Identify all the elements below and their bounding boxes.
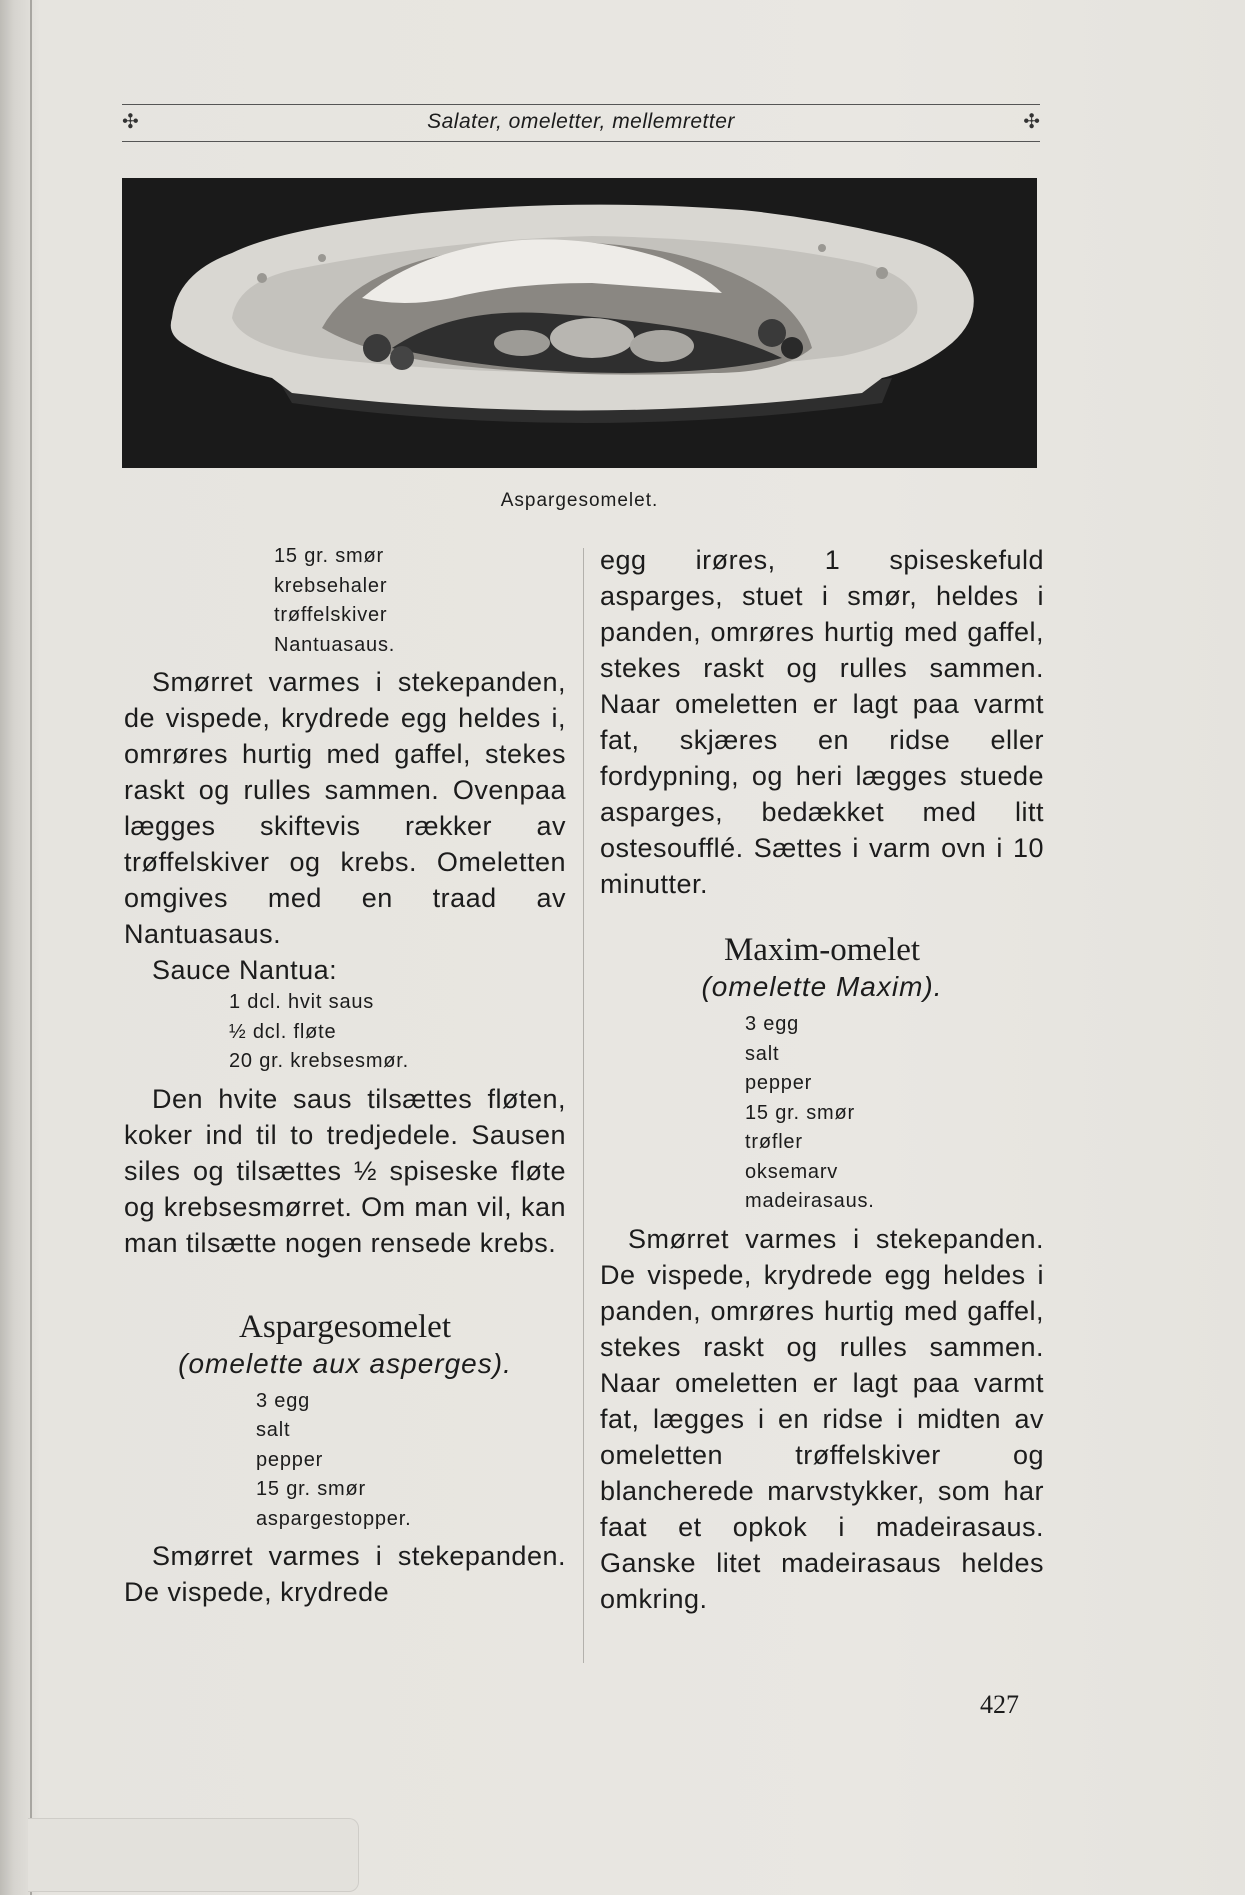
ingredient-item: 3 egg xyxy=(745,1013,800,1035)
left-column xyxy=(124,542,566,1610)
omelet-photo xyxy=(122,178,1037,468)
body-paragraph: egg irøres, 1 spiseskefuld asparges, stuet i smør, heldes i panden, omrøres hurtig med gaffel, stekes raskt og rulles sammen. Naar omeletten er lagt paa varmt fat, skjæres en ridse eller fordypning, og heri lægges stuede asparges, bedækket med litt ostesoufflé. Sættes i varm ovn i 10 minutter. xyxy=(600,545,1044,899)
ingredient-item: ½ dcl. fløte xyxy=(229,1020,337,1043)
running-header xyxy=(122,104,1040,142)
ingredient-item: Nantuasaus. xyxy=(274,633,396,656)
ornament-right-icon: ✣ xyxy=(1023,111,1040,133)
column-divider xyxy=(583,548,584,1663)
right-column xyxy=(600,542,1044,1617)
ingredient-item: madeirasaus. xyxy=(745,1190,875,1212)
ingredient-list-top xyxy=(274,542,566,660)
recipe-subtitle: (omelette Maxim). xyxy=(701,971,943,1002)
header-title: Salater, omeletter, mellemretter xyxy=(427,110,735,133)
ingredient-item: krebsehaler xyxy=(274,574,388,597)
ornament-left-icon: ✣ xyxy=(122,111,139,133)
body-paragraph: Den hvite saus tilsættes fløten, koker ind til to tredjedele. Sausen siles og tilsættes ½ spiseske fløte og krebsesmørret. Om man vil, kan man tilsætte nogen rensede krebs. xyxy=(124,1083,566,1258)
ingredient-item: trøffelskiver xyxy=(274,604,388,626)
page-tab-marker xyxy=(28,1818,359,1892)
spine-shadow xyxy=(30,0,32,1895)
ingredient-item: 15 gr. smør xyxy=(256,1478,366,1500)
recipe-title: Aspargesomelet xyxy=(238,1308,451,1345)
recipe-ingredient-list xyxy=(256,1387,566,1535)
ingredient-item: 15 gr. smør xyxy=(274,545,384,567)
ingredient-item: salt xyxy=(256,1419,291,1441)
body-paragraph: Smørret varmes i stekepanden. De vispede, krydrede egg heldes i panden, omrøres hurtig med gaffel, stekes raskt og rulles sammen. Naar omeletten er lagt paa varmt fat, lægges i en ridse i midten av omeletten trøffelskiver og blancherede marvstykker, som har faat et opkok i madeirasaus. Ganske litet madeirasaus heldes omkring. xyxy=(600,1223,1044,1614)
ingredient-item: pepper xyxy=(256,1448,324,1471)
ingredient-item: aspargestopper. xyxy=(256,1507,412,1530)
body-paragraph: Smørret varmes i stekepanden. De vispede, krydrede xyxy=(124,1541,566,1607)
ingredient-item: oksemarv xyxy=(745,1160,839,1183)
recipe-title: Maxim-omelet xyxy=(723,932,921,968)
ingredient-item: 20 gr. krebsesmør. xyxy=(229,1050,410,1072)
omelet-dish-illustration xyxy=(122,178,1037,468)
ingredient-item: 3 egg xyxy=(256,1389,311,1412)
ingredient-item: 1 dcl. hvit saus xyxy=(229,991,375,1013)
ingredient-item: pepper xyxy=(745,1072,813,1094)
recipe-ingredient-list xyxy=(745,1010,1044,1217)
ingredient-item: salt xyxy=(745,1042,780,1065)
ingredient-item: 15 gr. smør xyxy=(745,1101,855,1124)
recipe-subtitle: (omelette aux asperges). xyxy=(178,1347,512,1379)
sauce-ingredient-list xyxy=(229,988,566,1077)
body-paragraph: Smørret varmes i stekepanden, de vispede, krydrede egg heldes i, omrøres hurtig med gaffel, stekes raskt og rulles sammen. Ovenpaa lægges skiftevis rækker av trøffelskiver og krebs. Omeletten omgives med en traad av Nantuasaus. xyxy=(124,667,566,949)
page-number: 427 xyxy=(980,1690,1019,1719)
ingredient-item: trøfler xyxy=(745,1131,803,1153)
sauce-label: Sauce Nantua: xyxy=(152,955,338,985)
photo-caption: Aspargesomelet. xyxy=(500,490,659,511)
